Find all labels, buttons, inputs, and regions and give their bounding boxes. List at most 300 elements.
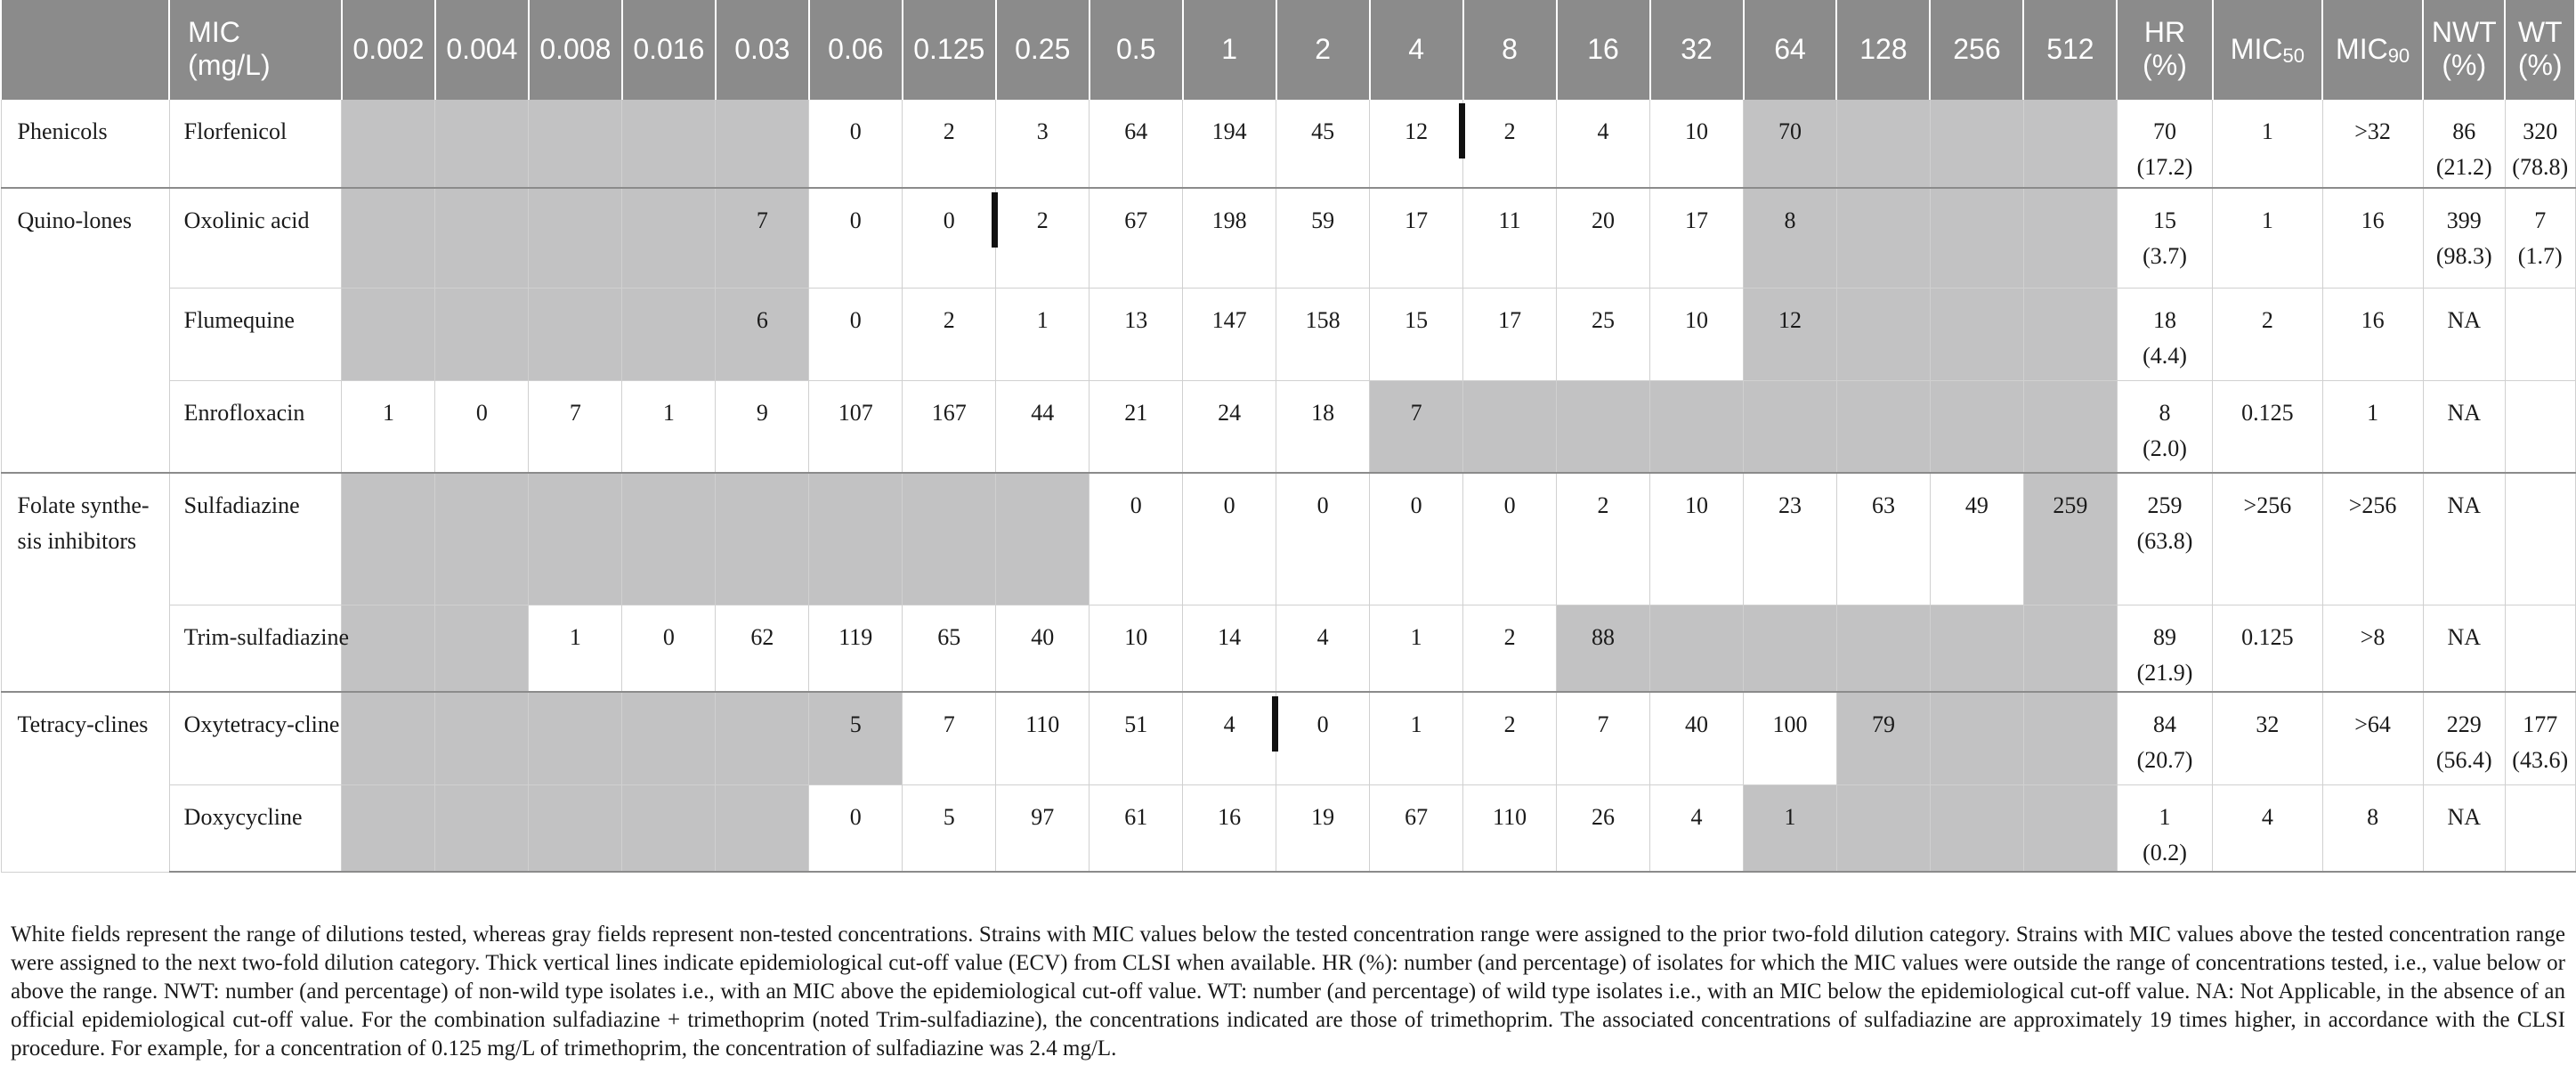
- mic-count-cell: [1090, 99, 1183, 188]
- mic-count-cell: [1650, 188, 1744, 288]
- mic-count-value: 7: [943, 711, 955, 738]
- mic-count-cell: [435, 99, 529, 188]
- mic-count-value: 0: [1223, 492, 1235, 518]
- header-hr-line1: HR: [2143, 16, 2186, 49]
- antibiotic-name-cell: Doxycycline: [169, 784, 342, 872]
- mic-count-cell: [1557, 380, 1650, 473]
- mic-count-value: 9: [756, 399, 768, 426]
- header-dilution-16: 128: [1836, 0, 1930, 99]
- hr-cell: [2117, 188, 2212, 288]
- mic-count-value: 65: [937, 623, 961, 650]
- mic-count-cell: [1836, 188, 1930, 288]
- mic-count-value: 194: [1211, 118, 1247, 144]
- mic50-cell: 32: [2213, 692, 2322, 784]
- mic-count-value: 100: [1772, 711, 1808, 738]
- mic-count-value: 15: [1405, 306, 1429, 333]
- hr-cell-percent: (63.8): [2136, 528, 2193, 555]
- mic-count-cell: [435, 605, 529, 692]
- antibiotic-name-cell: Sulfadiazine: [169, 473, 342, 605]
- nwt-cell-percent: (56.4): [2435, 747, 2492, 774]
- mic-count-cell: [1276, 605, 1370, 692]
- mic-count-value: 0: [849, 306, 862, 333]
- header-dilution-5: 0.06: [809, 0, 903, 99]
- mic-count-cell: [1090, 380, 1183, 473]
- mic-count-value: 10: [1685, 118, 1709, 144]
- mic-count-cell: [1090, 692, 1183, 784]
- mic-count-value: 7: [756, 207, 768, 233]
- mic-count-cell: [1744, 380, 1837, 473]
- mic-count-value: 7: [1597, 711, 1609, 738]
- mic-count-value: 49: [1964, 492, 1989, 518]
- mic-count-cell: [529, 288, 622, 380]
- mic90-cell: >256: [2322, 473, 2423, 605]
- mic-count-cell: [529, 188, 622, 288]
- mic-count-value: 16: [1218, 803, 1242, 830]
- mic50-cell: 1: [2213, 188, 2322, 288]
- mic-count-value: 147: [1211, 306, 1247, 333]
- header-wt: [2505, 0, 2575, 99]
- mic50-cell: >256: [2213, 473, 2322, 605]
- mic-count-cell: [1557, 99, 1650, 188]
- ecv-cutoff-line: [1459, 103, 1465, 158]
- header-dilution-10: 2: [1276, 0, 1370, 99]
- mic-count-cell: [435, 380, 529, 473]
- mic-count-value: 2: [1036, 207, 1049, 233]
- mic-count-cell: [716, 692, 809, 784]
- mic-count-cell: [809, 473, 903, 605]
- mic-count-cell: [1183, 188, 1276, 288]
- header-hr-line2: (%): [2143, 49, 2187, 81]
- mic-count-value: 4: [1597, 118, 1609, 144]
- mic-count-cell: [622, 288, 716, 380]
- mic-count-cell: [1744, 605, 1837, 692]
- mic-count-cell: [2023, 605, 2117, 692]
- nwt-cell: [2423, 188, 2505, 288]
- mic-count-value: 17: [1498, 306, 1522, 333]
- header-dilution-11: 4: [1370, 0, 1463, 99]
- mic-count-cell: [1370, 692, 1463, 784]
- mic-count-cell: [622, 188, 716, 288]
- header-nwt-line1: NWT: [2431, 16, 2497, 49]
- hr-cell-count: 70: [2153, 118, 2177, 144]
- mic-count-value: 70: [1778, 118, 1802, 144]
- mic-count-cell: [1930, 473, 2023, 605]
- mic-count-cell: [342, 473, 435, 605]
- mic-count-value: 1: [662, 399, 675, 426]
- mic-count-cell: [1370, 473, 1463, 605]
- mic-count-value: 0: [849, 207, 862, 233]
- mic-count-value: 40: [1031, 623, 1055, 650]
- mic-count-cell: [529, 692, 622, 784]
- mic50-cell: 0.125: [2213, 605, 2322, 692]
- mic-count-value: 1: [1410, 623, 1422, 650]
- header-mic50-subscript: 50: [2282, 44, 2305, 67]
- mic-count-cell: [1276, 288, 1370, 380]
- header-dilution-9: 1: [1183, 0, 1276, 99]
- mic-count-cell: [342, 605, 435, 692]
- mic90-cell: 16: [2322, 188, 2423, 288]
- mic-count-cell: [1090, 188, 1183, 288]
- mic-count-cell: [1650, 784, 1744, 872]
- mic-count-value: 10: [1685, 306, 1709, 333]
- mic-count-cell: [809, 605, 903, 692]
- mic-count-value: 11: [1498, 207, 1521, 233]
- nwt-cell: [2423, 605, 2505, 692]
- mic-count-value: 23: [1778, 492, 1802, 518]
- table-body: [1, 99, 2575, 872]
- header-dilution-17: 256: [1930, 0, 2023, 99]
- mic-count-cell: [435, 473, 529, 605]
- header-dilution-6: 0.125: [903, 0, 996, 99]
- mic50-cell: 0.125: [2213, 380, 2322, 473]
- hr-cell: [2117, 380, 2212, 473]
- mic-count-cell: [1930, 784, 2023, 872]
- hr-cell-percent: (4.4): [2143, 342, 2187, 369]
- mic-count-value: 2: [1503, 623, 1516, 650]
- wt-cell: [2505, 473, 2575, 605]
- hr-cell-count: 89: [2153, 623, 2177, 650]
- mic-count-cell: [2023, 188, 2117, 288]
- mic-count-cell: [809, 380, 903, 473]
- mic-count-cell: [1557, 188, 1650, 288]
- antibiotic-name-cell: Enrofloxacin: [169, 380, 342, 473]
- mic-count-cell: [716, 605, 809, 692]
- header-mic-label: MIC: [188, 16, 240, 49]
- mic-count-cell: [903, 784, 996, 872]
- mic-count-cell: [1370, 605, 1463, 692]
- mic-count-cell: [1276, 692, 1370, 784]
- wt-cell-count: 177: [2523, 711, 2558, 738]
- mic-count-cell: [716, 380, 809, 473]
- mic-count-cell: [2023, 784, 2117, 872]
- mic-count-cell: [1183, 288, 1276, 380]
- mic-count-cell: [1836, 99, 1930, 188]
- mic-count-value: 110: [1025, 711, 1060, 738]
- mic-count-value: 88: [1592, 623, 1616, 650]
- nwt-cell-percent: (98.3): [2435, 243, 2492, 270]
- mic-count-value: 12: [1405, 118, 1429, 144]
- mic-count-cell: [342, 692, 435, 784]
- mic-count-cell: [1370, 99, 1463, 188]
- mic-count-cell: [996, 605, 1090, 692]
- mic-count-cell: [809, 188, 903, 288]
- mic-count-cell: [1557, 605, 1650, 692]
- mic-count-cell: [622, 99, 716, 188]
- mic-count-value: 0: [1130, 492, 1142, 518]
- mic-count-cell: [1836, 473, 1930, 605]
- antibiotic-class-cell: Phenicols: [1, 99, 169, 188]
- table-row: [1, 605, 2575, 692]
- wt-cell: [2505, 784, 2575, 872]
- header-mic-unit: [169, 0, 342, 99]
- mic-count-cell: [529, 99, 622, 188]
- mic-count-cell: [1463, 188, 1557, 288]
- mic-count-cell: [529, 784, 622, 872]
- mic-count-cell: [1183, 380, 1276, 473]
- mic90-cell: 1: [2322, 380, 2423, 473]
- mic-count-value: 40: [1685, 711, 1709, 738]
- mic-count-cell: [1930, 188, 2023, 288]
- mic-count-value: 158: [1305, 306, 1341, 333]
- mic-count-cell: [903, 473, 996, 605]
- mic-count-value: 0: [1410, 492, 1422, 518]
- mic-count-value: 45: [1311, 118, 1335, 144]
- mic-count-value: 25: [1592, 306, 1616, 333]
- mic-count-cell: [622, 380, 716, 473]
- header-dilution-2: 0.008: [529, 0, 622, 99]
- mic-count-cell: [1744, 473, 1837, 605]
- mic-count-cell: [809, 692, 903, 784]
- mic-count-cell: [435, 784, 529, 872]
- table-row: [1, 692, 2575, 784]
- table-header-row: [1, 0, 2575, 99]
- hr-cell: [2117, 784, 2212, 872]
- mic-count-cell: [342, 188, 435, 288]
- table-row: [1, 99, 2575, 188]
- mic-count-value: 1: [1410, 711, 1422, 738]
- header-nwt: [2423, 0, 2505, 99]
- hr-cell-count: 259: [2147, 492, 2183, 518]
- mic-count-cell: [1463, 784, 1557, 872]
- antibiotic-name-cell: Oxolinic acid: [169, 188, 342, 288]
- mic-count-cell: [529, 473, 622, 605]
- header-hr: [2117, 0, 2212, 99]
- mic-count-cell: [1930, 605, 2023, 692]
- nwt-cell: [2423, 288, 2505, 380]
- mic-count-cell: [996, 473, 1090, 605]
- mic-count-value: 18: [1311, 399, 1335, 426]
- mic-count-cell: [1836, 605, 1930, 692]
- mic90-cell: 8: [2322, 784, 2423, 872]
- header-dilution-0: 0.002: [342, 0, 435, 99]
- mic-count-cell: [1276, 473, 1370, 605]
- mic-count-cell: [1090, 605, 1183, 692]
- mic-count-cell: [716, 288, 809, 380]
- mic-count-value: 44: [1031, 399, 1055, 426]
- header-dilution-15: 64: [1744, 0, 1837, 99]
- mic-count-cell: [1836, 288, 1930, 380]
- mic-count-value: 2: [943, 306, 955, 333]
- header-nwt-line2: (%): [2442, 49, 2487, 81]
- mic-count-cell: [1650, 692, 1744, 784]
- table-row: [1, 380, 2575, 473]
- header-dilution-1: 0.004: [435, 0, 529, 99]
- mic90-cell: >64: [2322, 692, 2423, 784]
- mic-count-value: 62: [750, 623, 774, 650]
- mic-count-cell: [903, 188, 996, 288]
- mic-count-value: 19: [1311, 803, 1335, 830]
- wt-cell: [2505, 692, 2575, 784]
- mic-count-cell: [342, 99, 435, 188]
- mic-count-value: 1: [382, 399, 394, 426]
- mic-count-cell: [622, 605, 716, 692]
- antibiotic-class-cell: Tetracy-clines: [1, 692, 169, 872]
- mic-count-value: 4: [1316, 623, 1329, 650]
- mic-count-cell: [809, 288, 903, 380]
- mic-count-cell: [903, 692, 996, 784]
- hr-cell: [2117, 692, 2212, 784]
- mic-count-value: 2: [1503, 711, 1516, 738]
- mic-count-cell: [342, 784, 435, 872]
- mic-count-cell: [809, 784, 903, 872]
- mic-count-value: 64: [1124, 118, 1148, 144]
- mic-count-cell: [903, 605, 996, 692]
- mic-count-value: 0: [849, 803, 862, 830]
- antibiotic-name-cell: Flumequine: [169, 288, 342, 380]
- mic-count-value: 10: [1124, 623, 1148, 650]
- mic-count-value: 107: [838, 399, 873, 426]
- mic-count-value: 4: [1690, 803, 1703, 830]
- nwt-cell-count: 229: [2446, 711, 2482, 738]
- mic-count-cell: [1183, 692, 1276, 784]
- mic-count-value: 259: [2053, 492, 2088, 518]
- mic-count-cell: [1557, 692, 1650, 784]
- mic-count-cell: [1463, 692, 1557, 784]
- mic-count-cell: [1370, 784, 1463, 872]
- header-mic50-base: MIC: [2230, 32, 2283, 65]
- mic-count-cell: [1370, 380, 1463, 473]
- hr-cell-percent: (17.2): [2136, 154, 2193, 181]
- mic-count-cell: [1650, 605, 1744, 692]
- hr-cell-percent: (3.7): [2143, 243, 2187, 270]
- mic-count-cell: [1836, 380, 1930, 473]
- header-dilution-18: 512: [2023, 0, 2117, 99]
- mic-count-value: 6: [756, 306, 768, 333]
- mic-count-value: 61: [1124, 803, 1148, 830]
- mic-count-cell: [342, 380, 435, 473]
- mic-count-cell: [622, 473, 716, 605]
- hr-cell-count: 1: [2159, 803, 2171, 830]
- mic-count-cell: [529, 605, 622, 692]
- nwt-cell: [2423, 784, 2505, 872]
- wt-cell: [2505, 99, 2575, 188]
- mic-count-value: 97: [1031, 803, 1055, 830]
- hr-cell-percent: (0.2): [2143, 839, 2187, 866]
- mic-count-cell: [1744, 188, 1837, 288]
- mic-count-cell: [342, 288, 435, 380]
- hr-cell: [2117, 99, 2212, 188]
- mic-count-value: 4: [1223, 711, 1235, 738]
- mic-count-cell: [809, 99, 903, 188]
- mic-count-cell: [1744, 784, 1837, 872]
- mic-count-cell: [1370, 288, 1463, 380]
- mic-count-value: 0: [475, 399, 488, 426]
- mic-count-cell: [1930, 288, 2023, 380]
- mic-count-cell: [903, 380, 996, 473]
- hr-cell-count: 8: [2159, 399, 2171, 426]
- mic-count-cell: [996, 99, 1090, 188]
- mic50-cell: 1: [2213, 99, 2322, 188]
- mic-count-cell: [903, 288, 996, 380]
- table-row: [1, 784, 2575, 872]
- header-dilution-12: 8: [1463, 0, 1557, 99]
- nwt-cell: [2423, 473, 2505, 605]
- header-wt-line2: (%): [2517, 49, 2563, 81]
- mic-count-cell: [1276, 99, 1370, 188]
- wt-cell: [2505, 380, 2575, 473]
- antibiotic-name-cell: Trim-sulfadiazine: [169, 605, 342, 692]
- mic50-cell: 2: [2213, 288, 2322, 380]
- nwt-cell-count: 399: [2446, 207, 2482, 233]
- mic-count-cell: [1557, 784, 1650, 872]
- header-dilution-7: 0.25: [996, 0, 1090, 99]
- header-dilution-13: 16: [1557, 0, 1650, 99]
- mic-count-value: 12: [1778, 306, 1802, 333]
- mic-count-value: 13: [1124, 306, 1148, 333]
- antibiotic-class-cell: Quino-lones: [1, 188, 169, 473]
- table-row: [1, 473, 2575, 605]
- mic-count-cell: [903, 99, 996, 188]
- mic-count-value: 2: [1597, 492, 1609, 518]
- mic-count-value: 1: [1036, 306, 1049, 333]
- nwt-cell-count: NA: [2447, 399, 2482, 426]
- header-mic90-subscript: 90: [2387, 44, 2410, 67]
- header-dilution-14: 32: [1650, 0, 1744, 99]
- mic-count-value: 3: [1036, 118, 1049, 144]
- mic-count-value: 67: [1405, 803, 1429, 830]
- mic-count-cell: [435, 288, 529, 380]
- antibiotic-name-cell: Florfenicol: [169, 99, 342, 188]
- table-row: [1, 188, 2575, 288]
- mic-count-value: 0: [662, 623, 675, 650]
- table-footnote: White fields represent the range of dilutions tested, whereas gray fields represent non-tested concentrations. Strains with MIC values below the tested concentration range were assigned to the prior two-fold dilution category. Strains with MIC values above the tested concentration range were assigned to the next two-fold dilution category. Thick vertical lines indicate epidemiological cut-off value (ECV) from CLSI when available. HR (%): number (and percentage) of isolates for which the MIC values were outside the range of concentrations tested, i.e., value below or above the range. NWT: number (and percentage) of non-wild type isolates i.e., with an MIC above the epidemiological cut-off value. WT: number (and percentage) of wild type isolates i.e., with an MIC below the epidemiological cut-off value. NA: Not Applicable, in the absence of an official epidemiological cut-off value. For the combination sulfadiazine + trimethoprim (noted Trim-sulfadiazine), the concentrations indicated are those of trimethoprim. The associated concentrations of sulfadiazine are approximately 19 times higher, in accordance with the CLSI procedure. For example, for a concentration of 0.125 mg/L of trimethoprim, the concentration of sulfadiazine was 2.4 mg/L.: [11, 922, 2565, 1061]
- wt-cell: [2505, 188, 2575, 288]
- mic-count-cell: [1276, 380, 1370, 473]
- antibiotic-class-cell: Folate synthe-sis inhibitors: [1, 473, 169, 692]
- header-dilution-8: 0.5: [1090, 0, 1183, 99]
- mic-count-cell: [1744, 692, 1837, 784]
- mic-count-cell: [529, 380, 622, 473]
- wt-cell-percent: (1.7): [2517, 243, 2563, 270]
- mic-count-cell: [1090, 288, 1183, 380]
- mic-count-cell: [435, 188, 529, 288]
- mic-count-value: 67: [1124, 207, 1148, 233]
- mic90-cell: >8: [2322, 605, 2423, 692]
- header-wt-line1: WT: [2517, 16, 2563, 49]
- wt-cell-percent: (78.8): [2512, 154, 2569, 181]
- mic50-cell: 4: [2213, 784, 2322, 872]
- mic-count-value: 79: [1871, 711, 1895, 738]
- wt-cell: [2505, 605, 2575, 692]
- mic-count-cell: [1276, 188, 1370, 288]
- mic-count-cell: [1836, 784, 1930, 872]
- table-row: [1, 288, 2575, 380]
- mic-count-value: 0: [1503, 492, 1516, 518]
- mic-count-value: 21: [1124, 399, 1148, 426]
- ecv-cutoff-line: [1272, 696, 1278, 752]
- hr-cell-count: 84: [2153, 711, 2177, 738]
- mic-count-value: 2: [943, 118, 955, 144]
- mic-count-cell: [1183, 99, 1276, 188]
- mic-count-cell: [622, 784, 716, 872]
- hr-cell: [2117, 288, 2212, 380]
- mic90-cell: 16: [2322, 288, 2423, 380]
- mic-count-cell: [1744, 99, 1837, 188]
- mic-count-value: 1: [1784, 803, 1796, 830]
- nwt-cell-count: NA: [2447, 803, 2482, 830]
- hr-cell: [2117, 473, 2212, 605]
- nwt-cell-count: NA: [2447, 623, 2482, 650]
- header-dilution-4: 0.03: [716, 0, 809, 99]
- wt-cell-count: 320: [2523, 118, 2558, 144]
- mic-count-cell: [1090, 473, 1183, 605]
- wt-cell: [2505, 288, 2575, 380]
- mic-count-cell: [716, 188, 809, 288]
- mic-count-cell: [1930, 692, 2023, 784]
- header-mic50: [2213, 0, 2322, 99]
- mic-count-cell: [1930, 99, 2023, 188]
- mic-count-value: 7: [1410, 399, 1422, 426]
